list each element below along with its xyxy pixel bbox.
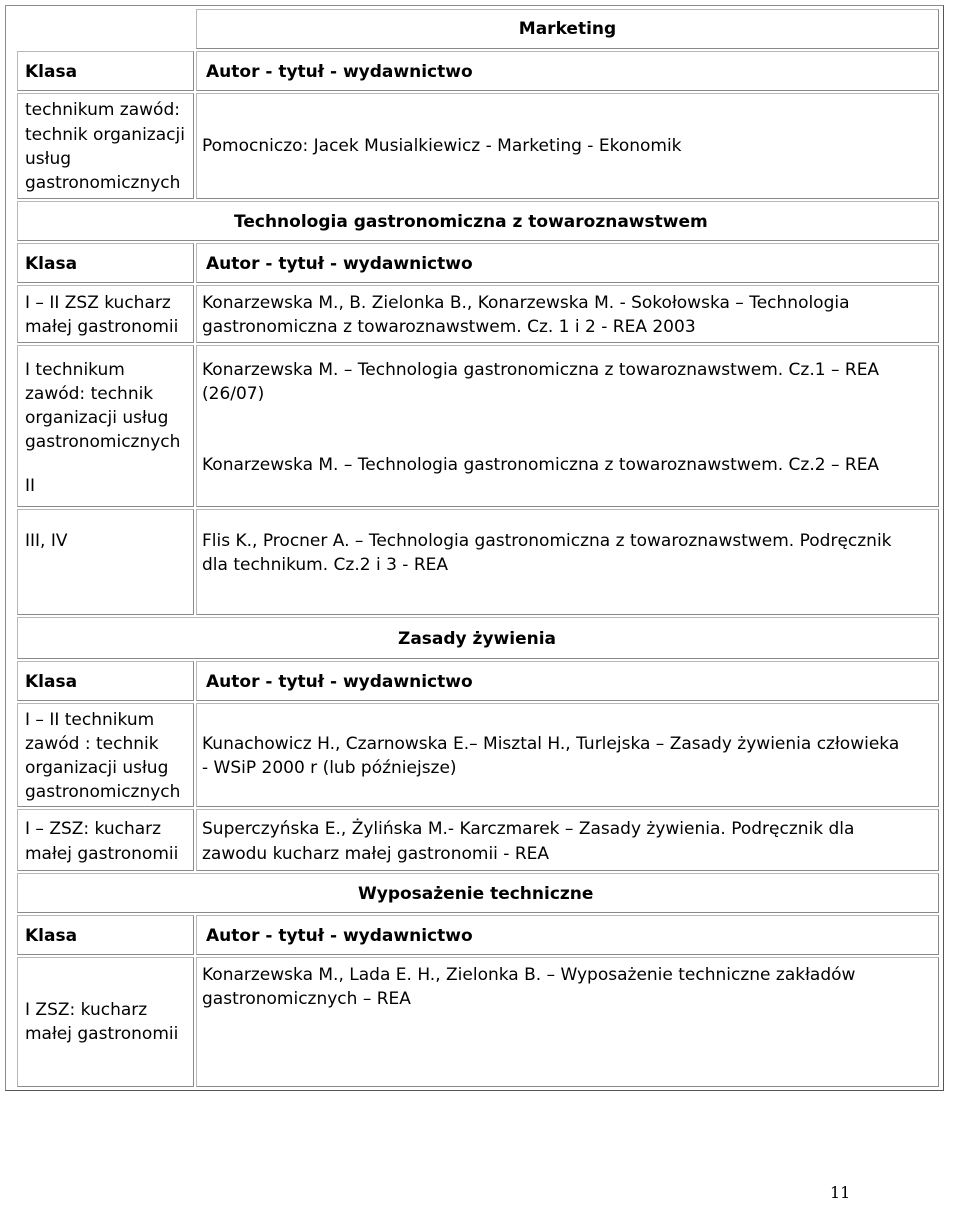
header-klasa-cell xyxy=(17,915,194,955)
autor-cell xyxy=(196,345,939,507)
page-number: 11 xyxy=(830,1183,851,1202)
autor-line: zawodu kucharz małej gastronomii - REA xyxy=(202,844,550,864)
klasa-line: III, IV xyxy=(25,531,68,551)
autor-cell xyxy=(196,509,939,615)
header-klasa: Klasa xyxy=(25,672,78,692)
autor-line: Konarzewska M., Lada E. H., Zielonka B. – Wyposażenie techniczne zakładów xyxy=(202,965,856,985)
klasa-line: I – II technikum xyxy=(25,710,155,730)
autor-line: Konarzewska M., B. Zielonka B., Konarzewska M. - Sokołowska – Technologia xyxy=(202,293,850,313)
autor-line: Flis K., Procner A. – Technologia gastronomiczna z towaroznawstwem. Podręcznik xyxy=(202,531,892,551)
autor-cell xyxy=(196,93,939,199)
section-title: Wyposażenie techniczne xyxy=(358,884,594,904)
klasa-line: zawód: technik xyxy=(25,384,154,404)
header-klasa-cell xyxy=(17,661,194,701)
klasa-line: technik organizacji xyxy=(25,125,185,145)
autor-line: Pomocniczo: Jacek Musialkiewicz - Marketing - Ekonomik xyxy=(202,136,682,156)
klasa-line: gastronomicznych xyxy=(25,432,181,452)
header-klasa-cell xyxy=(17,51,194,91)
autor-line: Konarzewska M. – Technologia gastronomiczna z towaroznawstwem. Cz.1 – REA xyxy=(202,360,880,380)
section-title-cell xyxy=(17,201,939,241)
header-autor-cell xyxy=(196,915,939,955)
klasa-cell xyxy=(17,703,194,807)
klasa-line: gastronomicznych xyxy=(25,173,181,193)
klasa-line: małej gastronomii xyxy=(25,317,179,337)
section-title-cell xyxy=(17,873,939,913)
header-klasa: Klasa xyxy=(25,926,78,946)
autor-cell xyxy=(196,285,939,343)
klasa-cell xyxy=(17,809,194,871)
klasa-cell xyxy=(17,509,194,615)
autor-line: - WSiP 2000 r (lub późniejsze) xyxy=(202,758,457,778)
klasa-line: I – ZSZ: kucharz xyxy=(25,819,162,839)
section-title-cell xyxy=(196,9,939,49)
klasa-cell xyxy=(17,285,194,343)
autor-cell xyxy=(196,703,939,807)
klasa-line: gastronomicznych xyxy=(25,782,181,802)
klasa-line: I ZSZ: kucharz xyxy=(25,1000,148,1020)
section-title: Technologia gastronomiczna z towaroznawstwem xyxy=(234,212,708,232)
autor-line: dla technikum. Cz.2 i 3 - REA xyxy=(202,555,449,575)
klasa-line: I – II ZSZ kucharz xyxy=(25,293,171,313)
klasa-line: II xyxy=(25,476,36,496)
klasa-line: organizacji usług xyxy=(25,758,169,778)
header-autor-cell xyxy=(196,661,939,701)
klasa-cell xyxy=(17,957,194,1087)
klasa-cell xyxy=(17,93,194,199)
header-autor: Autor - tytuł - wydawnictwo xyxy=(206,254,473,274)
klasa-line: zawód : technik xyxy=(25,734,159,754)
autor-line: Kunachowicz H., Czarnowska E.– Misztal H., Turlejska – Zasady żywienia człowieka xyxy=(202,734,900,754)
klasa-cell xyxy=(17,345,194,507)
header-autor-cell xyxy=(196,243,939,283)
klasa-line: I technikum xyxy=(25,360,125,380)
header-autor-cell xyxy=(196,51,939,91)
header-autor: Autor - tytuł - wydawnictwo xyxy=(206,62,473,82)
autor-line: gastronomiczna z towaroznawstwem. Cz. 1 i 2 - REA 2003 xyxy=(202,317,696,337)
klasa-line: organizacji usług xyxy=(25,408,169,428)
header-autor: Autor - tytuł - wydawnictwo xyxy=(206,926,473,946)
klasa-line: usług xyxy=(25,149,72,169)
klasa-line: małej gastronomii xyxy=(25,844,179,864)
section-title: Marketing xyxy=(518,19,617,39)
header-klasa-cell xyxy=(17,243,194,283)
header-klasa: Klasa xyxy=(25,62,78,82)
section-title-cell xyxy=(17,617,939,659)
section-title: Zasady żywienia xyxy=(398,629,556,649)
autor-line: Konarzewska M. – Technologia gastronomiczna z towaroznawstwem. Cz.2 – REA xyxy=(202,455,880,475)
klasa-line: małej gastronomii xyxy=(25,1024,179,1044)
header-klasa: Klasa xyxy=(25,254,78,274)
autor-cell xyxy=(196,809,939,871)
header-autor: Autor - tytuł - wydawnictwo xyxy=(206,672,473,692)
klasa-line: technikum zawód: xyxy=(25,100,180,120)
autor-line: gastronomicznych – REA xyxy=(202,989,411,1009)
autor-line: (26/07) xyxy=(202,384,265,404)
autor-cell xyxy=(196,957,939,1087)
autor-line: Superczyńska E., Żylińska M.- Karczmarek – Zasady żywienia. Podręcznik dla xyxy=(202,819,855,839)
